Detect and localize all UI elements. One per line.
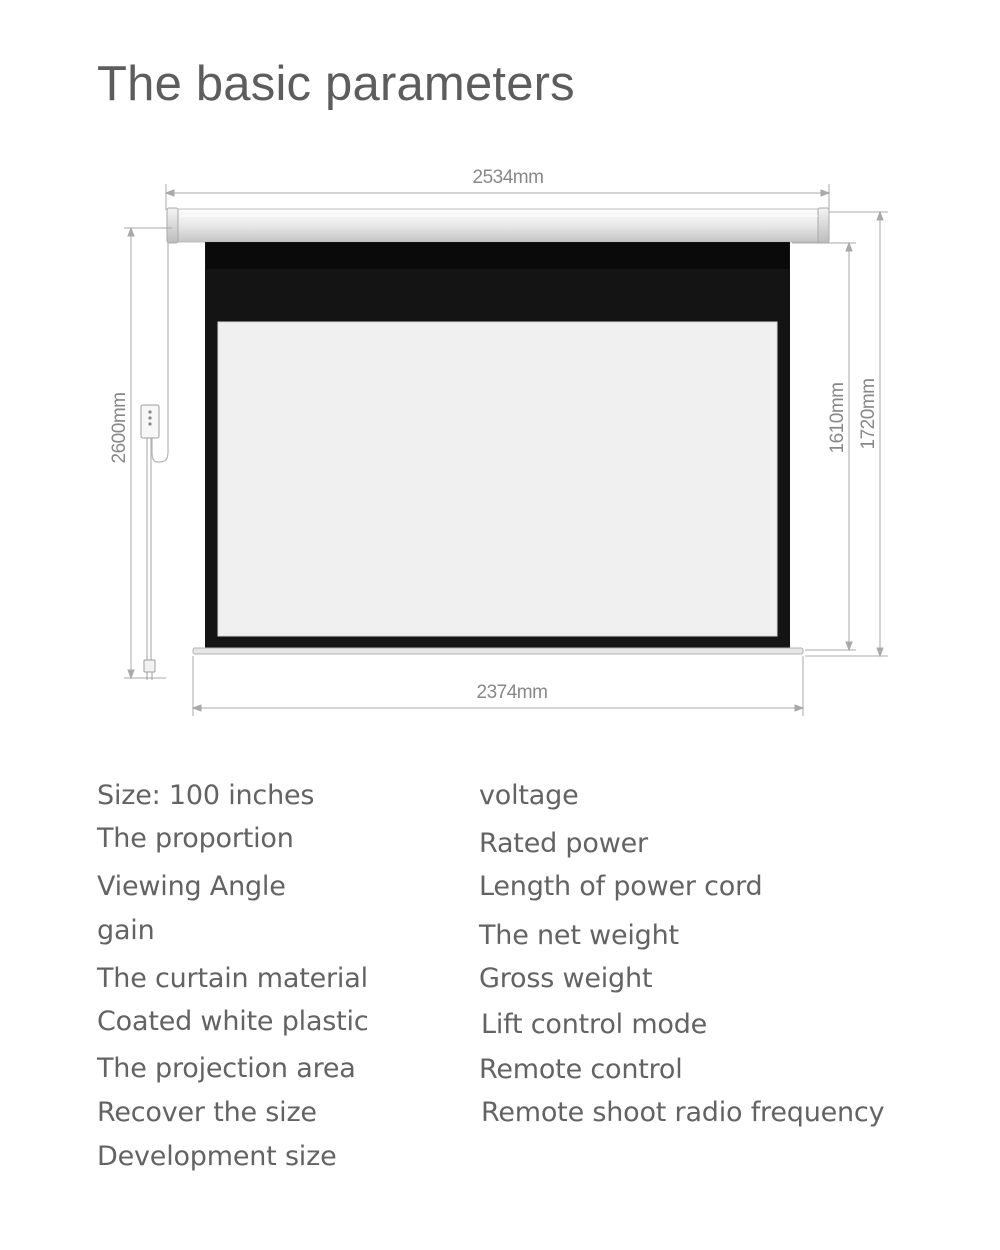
- wall-switch-icon: [141, 405, 159, 438]
- top-width-label: 2534mm: [472, 167, 544, 188]
- spec-curtain-material: The curtain material: [97, 963, 368, 994]
- spec-voltage: voltage: [479, 780, 579, 811]
- spec-net-weight: The net weight: [479, 920, 679, 951]
- control-cable: [147, 242, 168, 660]
- spec-rated-power: Rated power: [479, 828, 648, 859]
- total-height-dimension: [124, 228, 172, 678]
- power-plug-icon: [144, 660, 155, 680]
- spec-proportion: The proportion: [97, 823, 294, 854]
- bottom-width-label: 2374mm: [476, 682, 548, 703]
- page-title: The basic parameters: [97, 57, 575, 111]
- spec-development-size: Development size: [97, 1141, 337, 1172]
- spec-coated-white-plastic: Coated white plastic: [97, 1006, 369, 1037]
- spec-lift-control-mode: Lift control mode: [481, 1009, 708, 1040]
- spec-viewing-angle: Viewing Angle: [97, 871, 286, 902]
- projection-screen: [205, 242, 790, 651]
- spec-recover-size: Recover the size: [97, 1097, 317, 1128]
- spec-gross-weight: Gross weight: [479, 963, 653, 994]
- spec-gain: gain: [97, 915, 155, 946]
- view-height-label: 1610mm: [827, 382, 848, 454]
- bottom-weight-bar: [193, 648, 803, 654]
- spec-remote-control: Remote control: [479, 1054, 683, 1085]
- total-height-label: 2600mm: [109, 392, 130, 464]
- roller-tube: [167, 208, 829, 243]
- spec-size: Size: 100 inches: [97, 780, 315, 811]
- spec-projection-area: The projection area: [97, 1053, 356, 1084]
- spec-remote-frequency: Remote shoot radio frequency: [481, 1097, 885, 1128]
- screen-height-label: 1720mm: [858, 378, 879, 450]
- spec-power-cord-length: Length of power cord: [479, 871, 763, 902]
